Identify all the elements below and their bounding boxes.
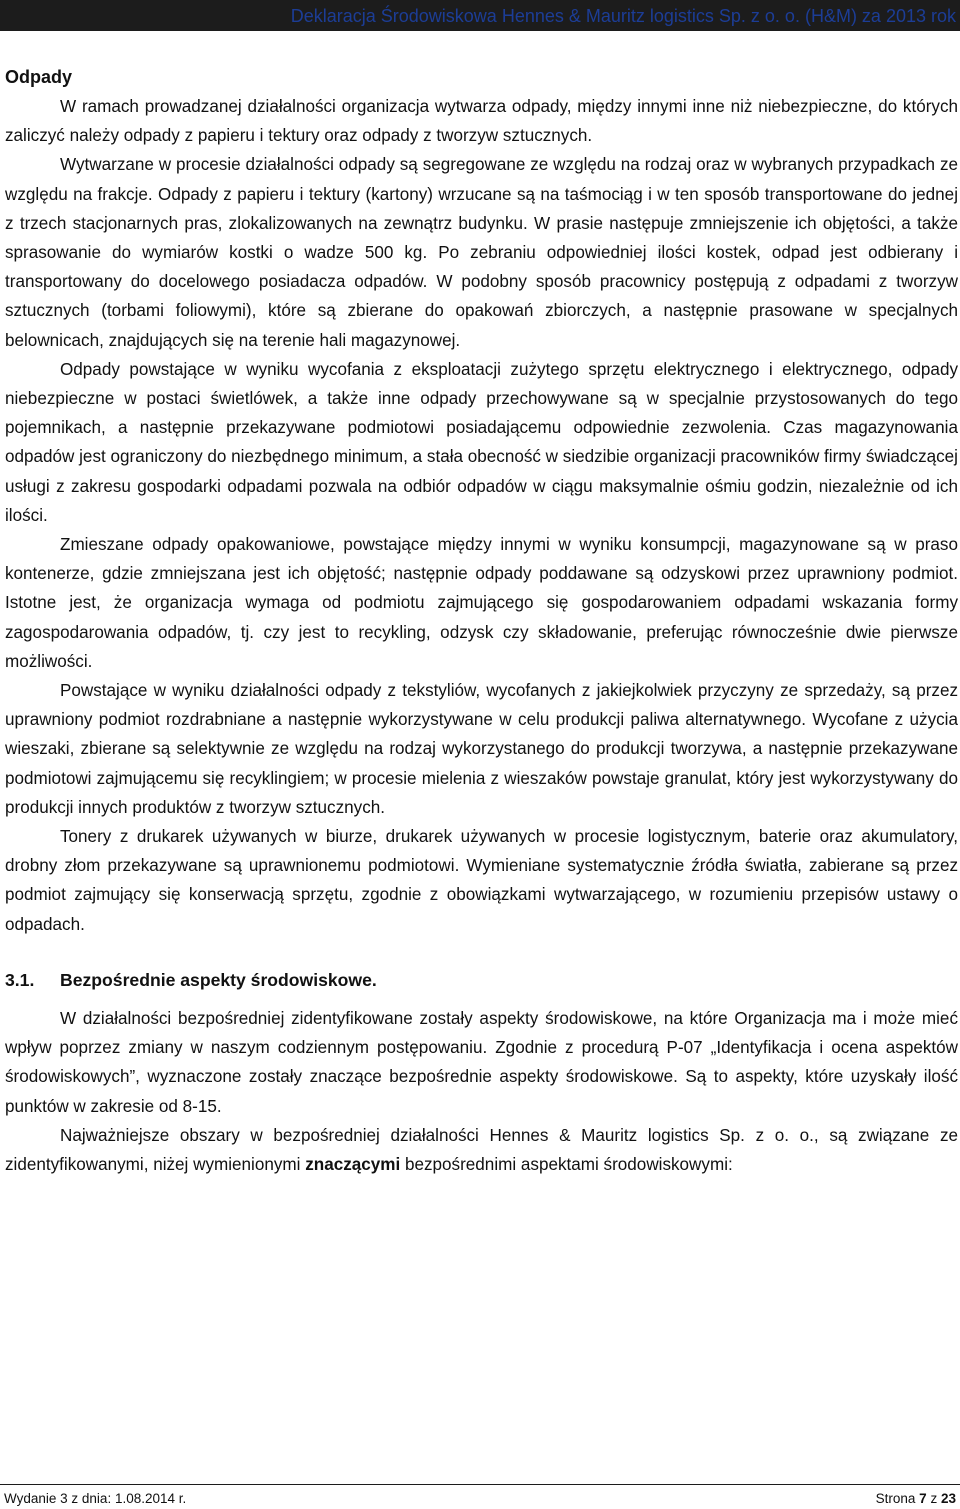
page-current: 7 <box>919 1491 927 1506</box>
document-body <box>5 62 958 1179</box>
section-heading-odpady: Odpady <box>5 67 73 87</box>
paragraph-waste-toners: Tonery z drukarek używanych w biurze, drukarek używanych w procesie logistycznym, baterie oraz akumulatory, drobny złom przekazywane są uprawnionemu podmiotowi. Wymieniane systematycznie źródła światła, zabierane są przez podmiot zajmujący się konserwacją sprzętu, zgodnie z obowiązkami wytwarzającego, w rozumieniu przepisów ustawy o odpadach. <box>5 827 958 934</box>
paragraph-direct-aspects: W działalności bezpośredniej zidentyfikowane zostały aspekty środowiskowe, na które Organizacja ma i może mieć wpływ poprzez zmiany w naszym codziennym postępowaniu. Zgodnie z procedurą P-07 „Identyfikacja i ocena aspektów środowiskowych”, wyznaczone zostały znaczące bezpośrednie aspekty środowiskowe. Są to aspekty, które uzyskały ilość punktów w zakresie od 8-15. <box>5 1008 958 1116</box>
document-header-title: Deklaracja Środowiskowa Hennes & Mauritz logistics Sp. z o. o. (H&M) za 2013 rok <box>290 6 956 26</box>
header-band <box>0 0 960 31</box>
page-separator: z <box>930 1491 938 1506</box>
paragraph-waste-packaging: Zmieszane odpady opakowaniowe, powstające między innymi w wyniku konsumpcji, magazynowane są w praso kontenerze, gdzie zmniejszana jest ich objętość; następnie odpady poddawane są odzyskowi przez uprawniony podmiot. Istotne jest, że organizacja wymaga od podmiotu zajmującego się gospodarowaniem odpadami wskazania formy zagospodarowania odpadów, tj. czy jest to recykling, odzysk czy składowanie, preferując równocześnie dwie pierwsze możliwości. <box>5 535 958 671</box>
page-footer <box>0 1484 960 1509</box>
paragraph-waste-intro: W ramach prowadzanej działalności organizacja wytwarza odpady, między innymi inne niż niebezpieczne, do których zaliczyć należy odpady z papieru i tektury oraz odpady z tworzyw sztucznych. <box>5 97 958 146</box>
paragraph-waste-textiles: Powstające w wyniku działalności odpady z tekstyliów, wycofanych z jakiejkolwiek przyczyny ze sprzedaży, są przez uprawniony podmiot rozdrabniane a następnie wykorzystywane w celu produkcji paliwa alternatywnego. Wycofane z użycia wieszaki, zbierane są selektywnie ze względu na rodzaj wykorzystanego do produkcji tworzywa, a następnie przekazywane podmiotowi zajmującemu się recyklingiem; w procesie mielenia z wieszaków powstaje granulat, który jest wykorzystywany do produkcji innych produktów z tworzyw sztucznych. <box>5 681 958 817</box>
section-title: Bezpośrednie aspekty środowiskowe. <box>60 969 377 990</box>
paragraph-direct-areas <box>5 1121 958 1179</box>
paragraph-waste-segregation: Wytwarzane w procesie działalności odpady są segregowane ze względu na rodzaj oraz w wybranych przypadkach ze względu na frakcje. Odpady z papieru i tektury (kartony) wrzucane są na taśmociąg i w ten sposób transportowane do jednej z trzech stacjonarnych pras, zlokalizowanych na zewnątrz budynku. W prasie następuje zmniejszenie ich objętości, a także sprasowanie do wymiarów kostki o wadze 500 kg. Po zebraniu odpowiedniej ilości kostek, odpad jest odbierany i transportowany do docelowego posiadacza odpadów. W podobny sposób pracownicy postępują z odpadami z tworzyw sztucznych (torbami foliowymi), które są zbierane do opakowań zbiorczych, a następnie prasowane w specjalnych belownicach, znajdujących się na terenie hali magazynowej. <box>5 155 958 350</box>
section-number: 3.1. <box>5 969 35 990</box>
paragraph-text: Najważniejsze obszary w bezpośredniej działalności Hennes & Mauritz logistics Sp. z o. o., są związane ze zidentyfikowanymi, niżej wymienionymi <box>5 1125 958 1174</box>
page-label: Strona <box>875 1491 916 1506</box>
footer-edition: Wydanie 3 z dnia: 1.08.2014 r. <box>4 1491 187 1506</box>
paragraph-text: bezpośrednimi aspektami środowiskowymi: <box>400 1154 733 1174</box>
emphasized-word: znaczącymi <box>305 1154 401 1174</box>
footer-page-number <box>876 1490 956 1508</box>
section-heading-direct-aspects <box>5 965 958 995</box>
page-total: 23 <box>940 1491 956 1506</box>
paragraph-waste-electronic: Odpady powstające w wyniku wycofania z eksploatacji zużytego sprzętu elektrycznego i elektrycznego, odpady niebezpieczne w postaci świetlówek, a także inne odpady przechowywane są w specjalnie przystosowanych do tego pojemnikach, a następnie przekazywane podmiotowi posiadającemu odpowiednie zezwolenia. Czas magazynowania odpadów jest ograniczony do niezbędnego minimum, a stała obecność w siedzibie organizacji pracowników firmy świadczącej usługi z zakresu gospodarki odpadami pozwala na odbiór odpadów w ciągu maksymalnie ośmiu godzin, niezależnie od ich ilości. <box>5 359 958 525</box>
